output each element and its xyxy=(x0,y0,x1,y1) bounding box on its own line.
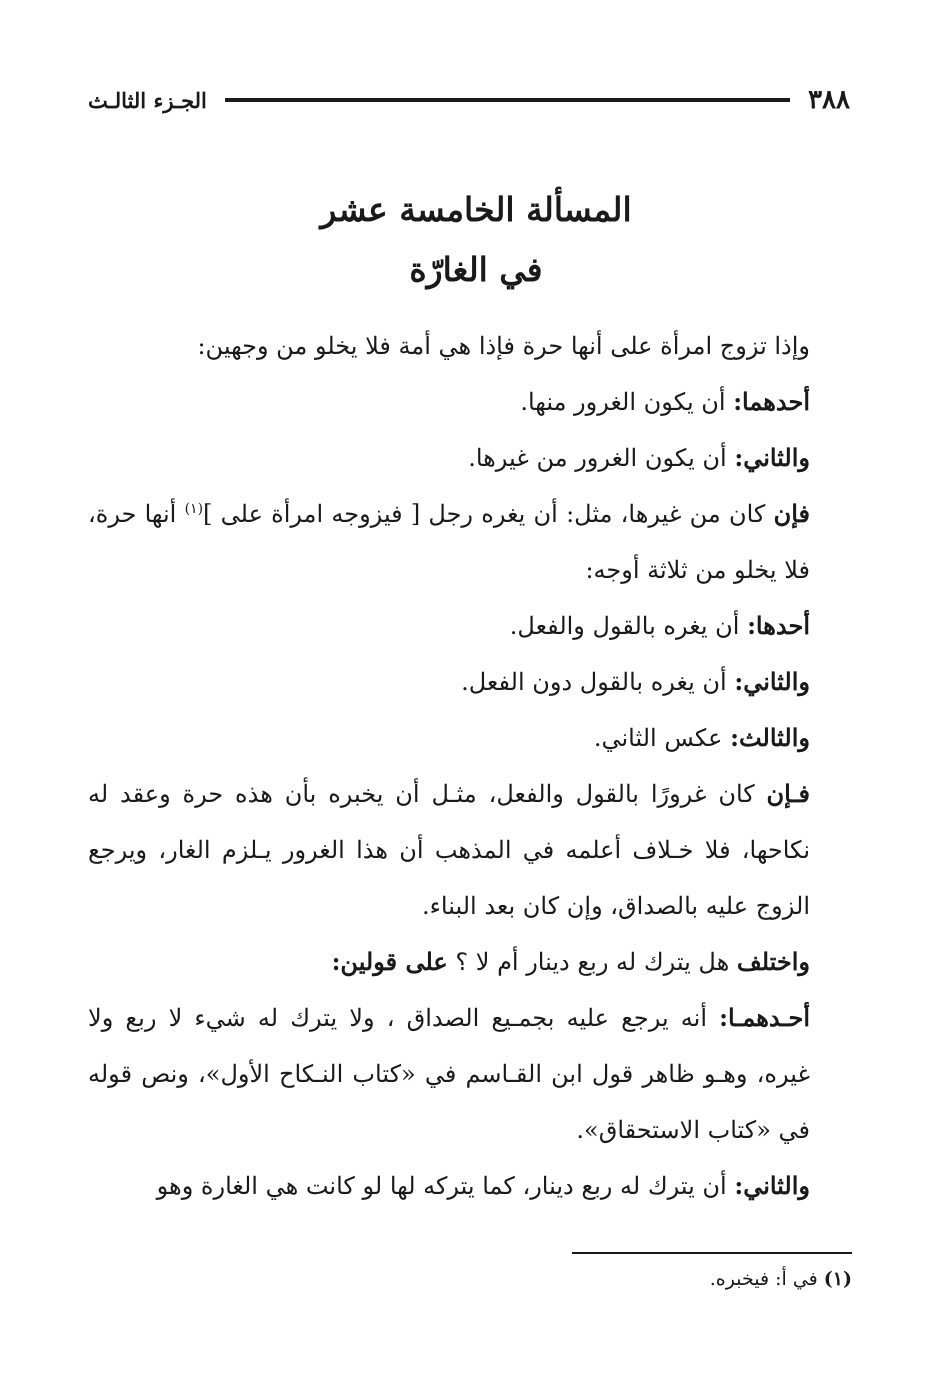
section-title: المسألة الخامسة عشر xyxy=(320,190,632,229)
running-title: الجـزء الثالـث xyxy=(88,87,207,113)
page-header xyxy=(88,80,850,120)
page-body xyxy=(88,318,850,1214)
paragraph: والثاني: أن يغره بالقول دون الفعل. xyxy=(461,667,810,696)
paragraph: أحدهما: أن يكون الغرور منها. xyxy=(520,387,810,416)
header-rule xyxy=(225,98,790,102)
footnote: (١) في أ: فيخبره. xyxy=(709,1268,852,1290)
paragraph: أحـدهمـا: أنه يرجع عليه بجمـيع الصداق ، ولا يترك له شيء لا ربع ولا غيره، وهـو ظاهر قول ابن القـاسم في «كتاب النـكاح الأول»، ونص قوله في «كتاب الاستحقاق». xyxy=(88,1003,810,1144)
page-number: ٣٨٨ xyxy=(808,85,850,115)
paragraph: أحدها: أن يغره بالقول والفعل. xyxy=(509,611,810,640)
footnote-marker: (١) xyxy=(184,501,204,517)
paragraph: وإذا تزوج امرأة على أنها حرة فإذا هي أمة فلا يخلو من وجهين: xyxy=(197,332,810,360)
section-subtitle: في الغارّة xyxy=(409,250,543,289)
paragraph: واختلف هل يترك له ربع دينار أم لا ؟ على قولين: xyxy=(331,947,810,976)
paragraph: والثالث: عكس الثاني. xyxy=(593,723,810,752)
paragraph: فإن كان من غيرها، مثل: أن يغره رجل [ فيزوجه امرأة على ]$^{(١)}$ أنها حرة، فلا يخلو من ثلاثة أوجه: xyxy=(88,499,810,584)
paragraph: والثاني: أن يكون الغرور من غيرها. xyxy=(468,443,810,472)
footnote-rule xyxy=(572,1252,852,1254)
footnote-number: (١) xyxy=(823,1268,852,1290)
paragraph: والثاني: أن يترك له ربع دينار، كما يتركه لها لو كانت هي الغارة وهو xyxy=(156,1171,810,1200)
paragraph: فـإن كان غرورًا بالقول والفعل، مثـل أن يخبره بأن هذه حرة وعقد له نكاحها، فلا خـلاف أعلمه في المذهب أن هذا الغرور يـلزم الغار، ويرجع الزوج عليه بالصداق، وإن كان بعد البناء. xyxy=(88,779,810,920)
